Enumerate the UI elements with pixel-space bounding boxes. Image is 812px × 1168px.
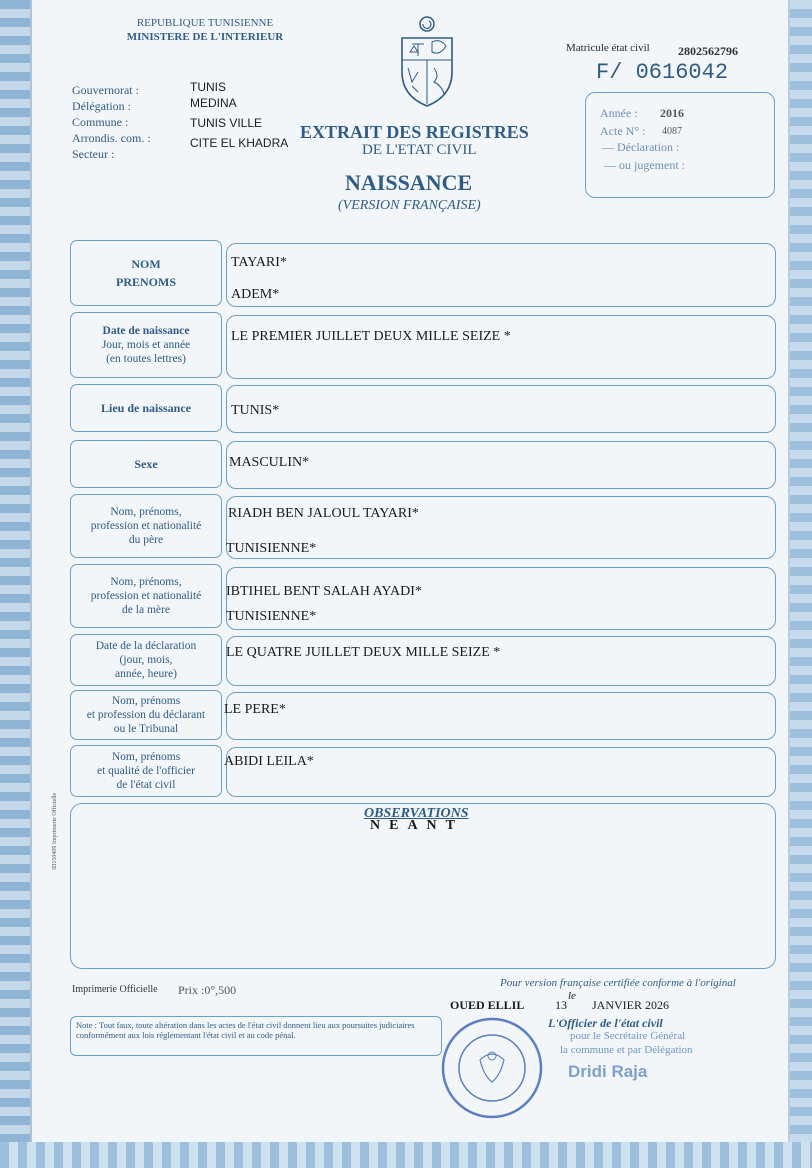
matricule-value: 2802562796 bbox=[678, 44, 738, 58]
pere-label: Nom, prénoms, bbox=[110, 506, 182, 518]
dob-value: LE PREMIER JUILLET DEUX MILLE SEIZE * bbox=[231, 329, 511, 344]
issue-month-year: JANVIER 2026 bbox=[592, 998, 669, 1012]
secteur-label: Secteur : bbox=[72, 147, 115, 161]
acte-value: 4087 bbox=[662, 126, 682, 137]
imprimerie-label: Imprimerie Officielle bbox=[72, 984, 158, 995]
officier-label-box bbox=[70, 745, 222, 797]
officier-value: ABIDI LEILA* bbox=[224, 754, 314, 769]
officier-sublabel: et qualité de l'officier bbox=[97, 765, 195, 777]
left-decorative-border bbox=[0, 0, 32, 1168]
declarant-label: Nom, prénoms bbox=[111, 695, 181, 707]
signatory-name: Dridi Raja bbox=[568, 1062, 648, 1081]
gouvernorat-label: Gouvernorat : bbox=[72, 83, 139, 97]
nom-label: NOM bbox=[131, 257, 161, 271]
pere-nom-value: RIADH BEN JALOUL TAYARI* bbox=[228, 506, 419, 521]
mere-nationalite-value: TUNISIENNE* bbox=[226, 609, 317, 624]
sexe-label-box bbox=[70, 440, 222, 488]
jugement-label: — ou jugement : bbox=[604, 158, 685, 172]
matricule-label: Matricule état civil bbox=[566, 42, 650, 54]
document-title: EXTRAIT DES REGISTRES bbox=[300, 122, 529, 142]
mere-label: Nom, prénoms, bbox=[110, 576, 182, 588]
sexe-label: Sexe bbox=[134, 457, 158, 471]
declaration-date-sublabel: (jour, mois, bbox=[119, 654, 173, 666]
official-stamp-icon bbox=[440, 1016, 544, 1120]
prenom-value: ADEM* bbox=[231, 287, 280, 302]
pere-nationalite-value: TUNISIENNE* bbox=[226, 541, 317, 556]
lieu-value-box bbox=[226, 385, 776, 433]
certification-text: Pour version française certifiée conforme à l'original bbox=[500, 977, 736, 989]
issue-day-suffix: le bbox=[568, 990, 576, 1002]
lieu-value: TUNIS* bbox=[231, 403, 280, 418]
declaration-label: — Déclaration : bbox=[602, 140, 680, 154]
nom-prenoms-value-box bbox=[226, 243, 776, 307]
mere-label-box bbox=[70, 564, 222, 628]
prenoms-label: PRENOMS bbox=[116, 275, 176, 289]
dob-label: Date de naissance bbox=[102, 325, 190, 337]
issue-place: OUED ELLIL bbox=[450, 998, 525, 1012]
declaration-date-value: LE QUATRE JUILLET DEUX MILLE SEIZE * bbox=[226, 645, 501, 660]
pere-sublabel-2: du père bbox=[128, 534, 164, 546]
coat-of-arms-icon bbox=[396, 14, 458, 110]
delegation-label: Délégation : bbox=[72, 99, 131, 113]
ministry-label: MINISTERE DE L'INTERIEUR bbox=[126, 31, 284, 43]
legal-note: Note : Tout faux, toute altération dans les actes de l'état civil donnent lieu aux poursuites judiciaires conformément aux lois réglementant l'état civil et au code pénal. bbox=[70, 1016, 442, 1056]
declarant-sublabel: et profession du déclarant bbox=[86, 709, 206, 721]
mere-sublabel-2: de la mère bbox=[122, 604, 170, 616]
nom-prenoms-label-box bbox=[70, 240, 222, 306]
declarant-value-box bbox=[226, 692, 776, 740]
side-print-reference: ID150409 Imprimerie Officielle bbox=[52, 792, 58, 870]
arrondissement-label: Arrondis. com. : bbox=[72, 131, 151, 145]
mere-sublabel: profession et nationalité bbox=[90, 590, 202, 602]
sexe-value: MASCULIN* bbox=[229, 455, 310, 470]
signature-line-2: la commune et par Délégation bbox=[560, 1044, 693, 1056]
dob-sublabel-2: (en toutes lettres) bbox=[106, 353, 186, 365]
pere-sublabel: profession et nationalité bbox=[90, 520, 202, 532]
signature-line-1: pour le Secrétaire Général bbox=[570, 1030, 686, 1042]
commune-label: Commune : bbox=[72, 115, 129, 129]
declaration-date-label-box bbox=[70, 634, 222, 686]
pere-label-box bbox=[70, 494, 222, 558]
bottom-decorative-border bbox=[0, 1142, 812, 1168]
annee-value: 2016 bbox=[660, 106, 684, 120]
dob-value-box bbox=[226, 315, 776, 379]
declarant-label-box bbox=[70, 690, 222, 740]
lieu-label-box bbox=[70, 384, 222, 432]
arrondissement-value: CITE EL KHADRA bbox=[190, 136, 289, 150]
form-number: F/ 0616042 bbox=[596, 60, 729, 85]
lieu-label: Lieu de naissance bbox=[100, 401, 191, 415]
commune-value: TUNIS VILLE bbox=[190, 116, 263, 130]
observations-title: OBSERVATIONS bbox=[364, 806, 469, 821]
document-version: (VERSION FRANÇAISE) bbox=[338, 198, 481, 213]
issue-day: 13 bbox=[555, 998, 567, 1012]
annee-label: Année : bbox=[600, 106, 638, 120]
officier-label: Nom, prénoms bbox=[111, 751, 181, 763]
header-authority bbox=[100, 16, 310, 44]
declaration-date-sublabel-2: année, heure) bbox=[115, 668, 177, 680]
officier-sublabel-2: de l'état civil bbox=[116, 779, 176, 791]
declarant-sublabel-2: ou le Tribunal bbox=[113, 723, 179, 735]
right-decorative-border bbox=[788, 0, 812, 1168]
document-type: NAISSANCE bbox=[345, 170, 473, 195]
dob-sublabel: Jour, mois et année bbox=[101, 339, 191, 351]
nom-value: TAYARI* bbox=[231, 255, 287, 270]
republic-label: REPUBLIQUE TUNISIENNE bbox=[136, 17, 274, 29]
declaration-date-value-box bbox=[226, 636, 776, 686]
officer-title: L'Officier de l'état civil bbox=[548, 1016, 663, 1030]
gouvernorat-value: TUNIS bbox=[190, 80, 226, 94]
dob-label-box bbox=[70, 312, 222, 378]
acte-label: Acte N° : bbox=[600, 124, 646, 138]
delegation-value: MEDINA bbox=[190, 96, 237, 110]
mere-nom-value: IBTIHEL BENT SALAH AYADI* bbox=[226, 584, 422, 599]
declaration-date-label: Date de la déclaration bbox=[95, 640, 197, 652]
price-label: Prix :0°,500 bbox=[178, 983, 237, 997]
declarant-value: LE PERE* bbox=[224, 702, 286, 717]
observations-value: NEANT bbox=[370, 818, 465, 833]
document-subtitle: DE L'ETAT CIVIL bbox=[362, 142, 477, 158]
